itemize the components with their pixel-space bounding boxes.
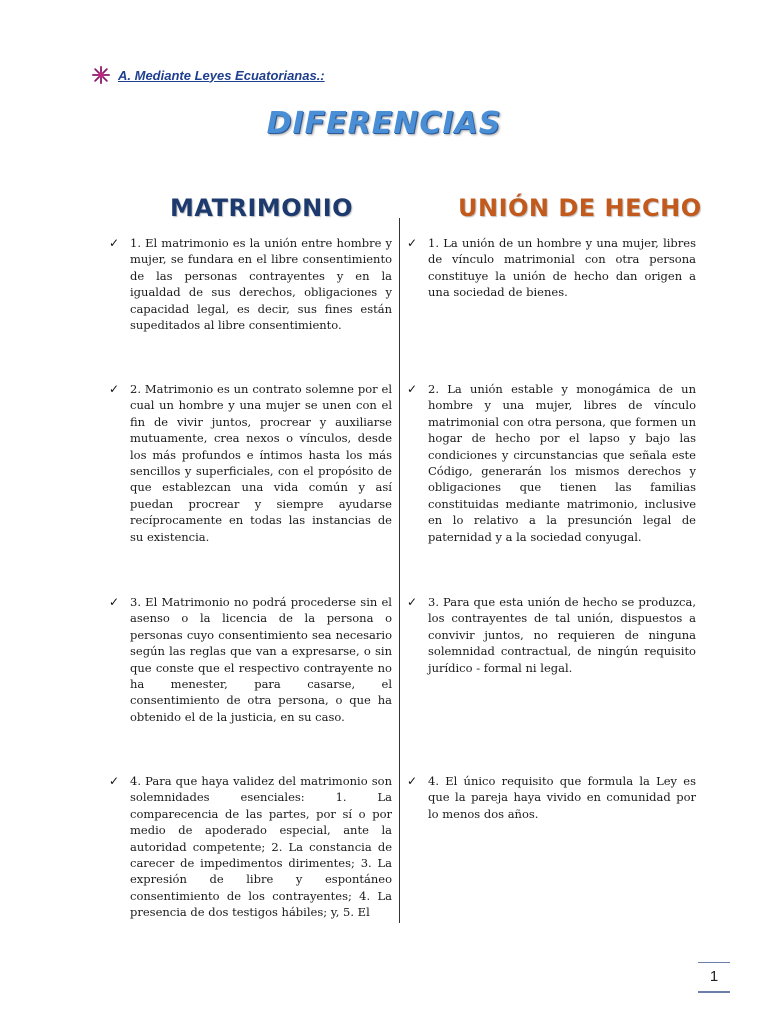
column-header-matrimonio: MATRIMONIO [170,194,354,222]
matrimonio-item-4: ✓ 4. Para que haya validez del matrimonio son solemnidades esenciales: 1. La comparecencia de las partes, por sí o por medio de apoderado especial, ante la autoridad competente; 2. La constancia de carecer de impedimentos dirimentes; 3. La expresión de libre y espontáneo consentimiento de los contrayentes; 4. La presencia de dos testigos hábiles; y, 5. El [109,774,392,920]
star-icon [92,66,110,84]
checkmark-icon: ✓ [407,382,418,396]
matrimonio-item-2: ✓ 2. Matrimonio es un contrato solemne por el cual un hombre y una mujer se unen con el fin de vivir juntos, procrear y auxiliarse mutuamente, crea nexos o vínculos, desde los más profundos e íntimos hasta los más sencillos y superficiales, con el propósito de que establezcan una vida común y así puedan procrear y siempre ayudarse recíprocamente en todas las instancias de su existencia. [109,382,392,544]
checkmark-icon: ✓ [109,774,120,788]
checkmark-icon: ✓ [109,382,120,396]
checkmark-icon: ✓ [109,236,120,250]
column-header-union-de-hecho: UNIÓN DE HECHO [458,194,702,222]
checkmark-icon: ✓ [407,595,418,609]
section-heading [92,66,325,84]
matrimonio-item-3: ✓ 3. El Matrimonio no podrá procederse sin el asenso o la licencia de la persona o personas cuyo consentimiento sea necesario según las reglas que van a expresarse, o sin que conste que el respectivo contrayente no ha menester, para casarse, el consentimiento de otra persona, o que ha obtenido el de la justicia, en su caso. [109,595,392,724]
page-number: 1 [698,962,730,993]
union-item-2: ✓ 2. La unión estable y monogámica de un hombre y una mujer, libres de vínculo matrimonial con otra persona, que formen un hogar de hecho por el lapso y bajo las condiciones y circunstancias que señala este Código, generarán los mismos derechos y obligaciones que tienen las familias constituidas mediante matrimonio, inclusive en lo relativo a la presunción legal de paternidad y a la sociedad conyugal. [407,382,696,544]
section-heading-text: A. Mediante Leyes Ecuatorianas.: [118,67,325,83]
union-item-4: ✓ 4. El único requisito que formula la Ley es que la pareja haya vivido en comunidad por lo menos dos años. [407,774,696,821]
checkmark-icon: ✓ [407,236,418,250]
column-divider [399,218,400,923]
page-title: DIFERENCIAS [266,106,502,141]
union-item-3: ✓ 3. Para que esta unión de hecho se produzca, los contrayentes de tal unión, dispuestos a convivir juntos, no requieren de ninguna solemnidad contractual, de ningún requisito jurídico - formal ni legal. [407,595,696,675]
union-item-1: ✓ 1. La unión de un hombre y una mujer, libres de vínculo matrimonial con otra persona constituye la unión de hecho dan origen a una sociedad de bienes. [407,236,696,300]
checkmark-icon: ✓ [109,595,120,609]
matrimonio-item-1: ✓ 1. El matrimonio es la unión entre hombre y mujer, se fundara en el libre consentimiento de las personas contrayentes y en la igualdad de sus derechos, obligaciones y capacidad legal, es decir, sus fines están supeditados al libre consentimiento. [109,236,392,333]
checkmark-icon: ✓ [407,774,418,788]
